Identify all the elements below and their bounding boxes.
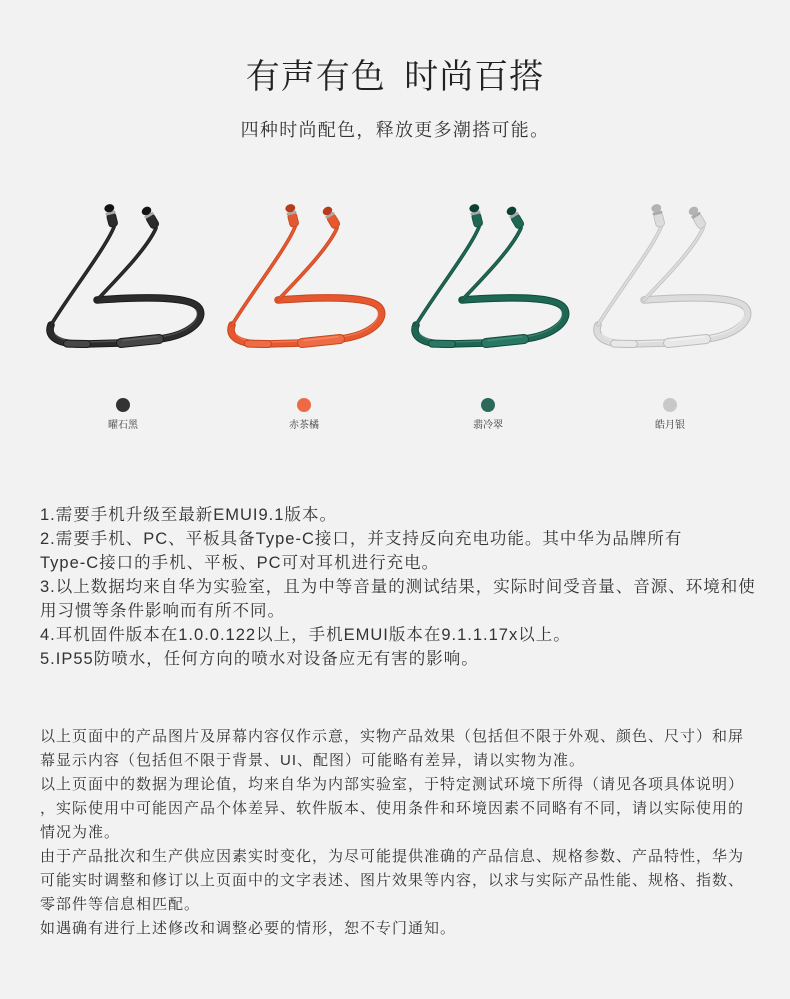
cable-left: [416, 227, 479, 325]
earbud-right: [505, 205, 525, 230]
disclaimer-paragraph: [40, 725, 760, 773]
earphone-image: [224, 203, 384, 353]
footnote-item: [40, 623, 760, 647]
battery-module: [668, 337, 706, 343]
cable-left: [51, 227, 114, 325]
disclaimer-line: ，实际使用中可能因产品个体差异、软件版本、使用条件和环境因素不同略有不同，请以实际使用的: [40, 800, 745, 817]
disclaimer-paragraph: [40, 917, 760, 941]
neckband: [231, 298, 382, 344]
earbud-left: [650, 203, 665, 228]
variant-name: 赤茶橘: [289, 420, 319, 431]
footnote-line: 2.需要手机、PC、平板具备Type-C接口，并支持反向充电功能。其中华为品牌所有: [40, 530, 683, 548]
neckband: [50, 298, 201, 344]
variant-name: 曜石黑: [108, 420, 138, 431]
earbud-right: [321, 205, 341, 230]
battery-module: [121, 337, 159, 343]
neckband: [597, 298, 748, 344]
earphone-image: [590, 203, 750, 353]
disclaimer: [40, 725, 760, 941]
footnote-line: 4.耳机固件版本在1.0.0.122以上，手机EMUI版本在9.1.1.17x以上。: [40, 626, 571, 644]
color-variant: [590, 203, 750, 435]
footnote-item: [40, 647, 760, 671]
color-swatch: [297, 398, 311, 412]
variant-name: 皓月银: [655, 420, 685, 431]
disclaimer-paragraph: [40, 773, 760, 845]
battery-module: [486, 337, 524, 343]
earphone-image: [43, 203, 203, 353]
cable-left: [598, 227, 661, 325]
footnote-item: [40, 503, 760, 527]
variant-name: 翡冷翠: [473, 420, 503, 431]
cable-left: [232, 227, 295, 325]
earbud-right: [687, 205, 707, 230]
disclaimer-line: 如遇确有进行上述修改和调整必要的情形，恕不专门通知。: [40, 920, 457, 937]
color-swatch: [481, 398, 495, 412]
footnotes: [40, 503, 760, 671]
footnote-line: 5.IP55防喷水，任何方向的喷水对设备应无有害的影响。: [40, 650, 479, 668]
neckband: [415, 298, 566, 344]
disclaimer-line: 以上页面中的数据为理论值，均来自华为内部实验室，于特定测试环境下所得（请见各项具体说明）: [40, 776, 745, 793]
earbud-left: [103, 203, 118, 228]
page-subtitle: 四种时尚配色，释放更多潮搭可能。: [240, 120, 550, 140]
color-swatch: [116, 398, 130, 412]
color-variant: [408, 203, 568, 435]
color-variant: [224, 203, 384, 435]
disclaimer-line: 情况为准。: [40, 824, 121, 841]
earphone-image: [408, 203, 568, 353]
disclaimer-line: 以上页面中的产品图片及屏幕内容仅作示意，实物产品效果（包括但不限于外观、颜色、尺寸）和屏: [40, 728, 745, 745]
footnote-item: [40, 575, 760, 623]
earbud-left: [284, 203, 299, 228]
battery-module: [302, 337, 340, 343]
color-swatch: [663, 398, 677, 412]
disclaimer-line: 幕显示内容（包括但不限于背景、UI、配图）可能略有差异，请以实物为准。: [40, 752, 586, 769]
color-variant: [43, 203, 203, 435]
earbud-left: [468, 203, 483, 228]
footnote-line: 用习惯等条件影响而有所不同。: [40, 602, 285, 620]
disclaimer-paragraph: [40, 845, 760, 917]
page-title: 有声有色 时尚百搭: [245, 58, 545, 96]
disclaimer-line: 由于产品批次和生产供应因素实时变化，为尽可能提供准确的产品信息、规格参数、产品特性，华为: [40, 848, 745, 865]
footnote-line: Type-C接口的手机、平板、PC可对耳机进行充电。: [40, 554, 440, 572]
footnote-line: 1.需要手机升级至最新EMUI9.1版本。: [40, 506, 337, 524]
disclaimer-line: 零部件等信息相匹配。: [40, 896, 201, 913]
footnote-item: [40, 527, 760, 575]
footnote-line: 3.以上数据均来自华为实验室，且为中等音量的测试结果，实际时间受音量、音源、环境和使: [40, 578, 756, 596]
earbud-right: [140, 205, 160, 230]
disclaimer-line: 可能实时调整和修订以上页面中的文字表述、图片效果等内容，以求与实际产品性能、规格、指数、: [40, 872, 745, 889]
